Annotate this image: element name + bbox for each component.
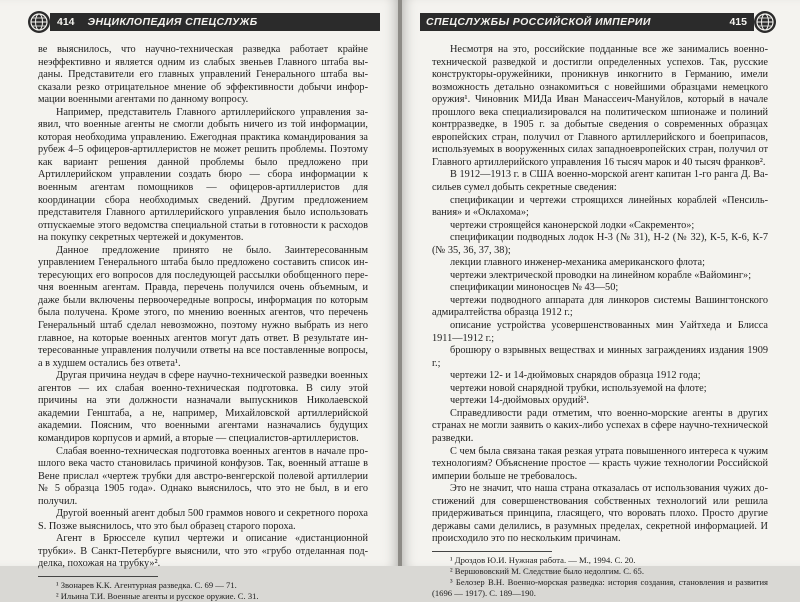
paragraph: Агент в Брюсселе купил чертежи и описание «дистанционной трубки». В Санкт-Петербурге выяснили, что это «грубо отделанная подделка, похожая на трубку»². xyxy=(38,533,368,570)
list-item: спецификации и чертежи строящихся линейных кораблей «Пенсильвания» и «Оклахома»; xyxy=(432,194,768,219)
paragraph: Это не значит, что наша страна отказалась от использования чужих достижений для совершенствования собственных технологий или решила придерживаться принципа, гласящего, что воровать плохо. Просто другие державы сами делились, в разумных пределах, секретной информацией. И происходило это по нескольким причинам. xyxy=(432,483,768,545)
left-running-title: ЭНЦИКЛОПЕДИЯ СПЕЦСЛУЖБ xyxy=(87,16,258,28)
footnote: ¹ Звонарев К.К. Агентурная разведка. С. 69 — 71. xyxy=(56,579,237,590)
paragraph: Несмотря на это, российские подданные все же занимались военнотехнической разведкой и достигли определенных успехов. Так, русские конструкторы-оружейники, проникнув инкогнито в Германию, имели возможность детально ознакомиться с новейшими образцами немецкого оружия¹. Чиновник МИДа Иван Манассеич-Мануйлов, который в начале прошлого века специализировался на политическом шпионаже и полиний контрразведке, в 1905 г. за добытые сведения о современных образцах европейских стран, получил от Главного артиллерийского и боеприпасов, используемых в вооруженных силах западноевропейских стран, получил от Главного артиллерийского управления 16 тысяч марок и 40 тысяч франков². xyxy=(432,44,768,168)
list-item: чертежи электрической проводки на линейном корабле «Вайоминг»; xyxy=(450,269,752,281)
list-item: чертежи подводного аппарата для линкоров системы Вашингтонского адмиралтейства образца 1912 г.; xyxy=(432,294,768,319)
list-item: спецификации миноносцев № 43—50; xyxy=(450,282,619,294)
footnote: ² Вершововский М. Следствие было недолгим. С. 65. xyxy=(450,565,644,576)
list-item: чертежи новой снарядной трубки, используемой на флоте; xyxy=(450,382,707,394)
paragraph: Справедливости ради отметим, что военно-морские агенты в других странах не могли заявить о каких-либо успехах в сфере научно-технической разведки. xyxy=(432,407,768,444)
right-page-body xyxy=(432,44,768,599)
paragraph: Другая причина неудач в сфере научно-технической разведки военных агентов — их слабая военно-техническая подготовка. В силу этой причины на эти должности назначали выпускников Николаевской академии Генштаба, а не, например, Михайловской артиллерийской академии. Поясним, что военными агентами назначались будущих командиров корпусов и армий, а вторые — специалистов-артиллеристов. xyxy=(38,370,368,444)
list-item: спецификации подводных лодок Н-3 (№ 31), Н-2 (№ 32), К-5, К-6, К-7 (№ 35, 36, 37, 38); xyxy=(432,232,768,256)
paragraph: Данное предложение принято не было. Заинтересованным управлением Генерального штаба было предложено составить список интересующих его вопросов для последующей рассылки обобщенного перечня военным агентам. Правда, перечень получился очень объемным, и даже были включены первоочередные вопросы, информация по которым была получена. Кроме этого, по мнению военных агентов, что перечень Генеральный штаб сделал невозможно, поэтому нужно выбрать из него главное, на которые военных агентов могут дать ответ. В результате интересованные управления получили ответы на все поставленные вопросы, а в худшем остались без ответа¹. xyxy=(38,244,368,369)
paragraph: Слабая военно-техническая подготовка военных агентов в начале прошлого века часто становилась причиной конфузов. Так, военный атташе в Вене прислал «чертеж трубки для австро-венгерской полевой артиллерии № 5 образца 1905 года». Однако выяснилось, что это не был, в и его получил. xyxy=(38,445,368,507)
list-item: чертежи строящейся канонерской лодки «Сакременто»; xyxy=(450,219,695,231)
right-page-number: 415 xyxy=(722,13,754,31)
left-page xyxy=(0,0,398,601)
list-item: описание устройства усовершенствованных мин Уайтхеда и Блисса 1911—1912 г.; xyxy=(432,320,768,344)
left-page-body xyxy=(38,44,368,602)
list-item: лекции главного инженер-механика американского флота; xyxy=(450,257,705,269)
paragraph: С чем была связана такая резкая утрата повышенного интереса к чужим технологиям? Объяснение простое — красть чужие технологии Российской империи больше не требовалось. xyxy=(432,445,768,482)
right-running-title: СПЕЦСЛУЖБЫ РОССИЙСКОЙ ИМПЕРИИ xyxy=(426,16,651,28)
globe-icon xyxy=(28,11,50,33)
footnote: ² Ильина Т.И. Военные агенты и русское оружие. С. 31. xyxy=(56,590,259,601)
left-page-number: 414 xyxy=(50,13,82,31)
globe-icon xyxy=(754,11,776,33)
list-item: чертежи 12- и 14-дюймовых снарядов образца 1912 года; xyxy=(450,370,701,382)
footnote-rule xyxy=(38,576,158,577)
right-page xyxy=(402,0,800,598)
footnote: ³ Белозер В.Н. Военно-морская разведка: история создания, становления и развития (1696 — 1917). С. 189—190. xyxy=(432,576,768,598)
paragraph: ве выяснилось, что научно-техническая разведка работает крайне неэффективно и является одним из слабых звеньев Главного штаба выданы. Представители его главных управлений Генерального штаба высказали резко отрицательное мнение об эффективности добычи информации военными агентами по данному вопросу. xyxy=(38,44,368,106)
paragraph: В 1912—1913 г. в США военно-морской агент капитан 1-го ранга Д. Васильев сумел добыть секретные сведения: xyxy=(432,169,768,194)
paragraph: Например, представитель Главного артиллерийского управления заявил, что военные агенты не смогли добыть ничего из той информации, которая необходима управлению. Ежегодная практика командирования за рубеж 4–5 офицеров-артиллеристов не может решить проблемы. Поэтому как вариант решения данной проблемы было предложено при Артиллерийском управлении создать бюро — сбора информации к военным агентам помощников — офицеров-артиллеристов для координации сбора необходимых сведений. Другим предложением представителя Главного артиллерийского управления было использовать отпускаемые этого ведомства специальной статьи в готовности к расходов на покупку секретных чертежей и документов. xyxy=(38,106,368,244)
right-running-head xyxy=(420,10,776,34)
footnote-rule xyxy=(432,551,552,552)
footnote: ¹ Дроздов Ю.И. Нужная работа. — М., 1994. С. 20. xyxy=(450,554,636,565)
left-running-head xyxy=(28,10,380,34)
paragraph: Другой военный агент добыл 500 граммов нового и секретного пороха S. Позже выяснилось, что это был образец старого пороха. xyxy=(38,508,368,532)
list-item: брошюру о взрывных веществах и минных заграждениях издания 1909 г.; xyxy=(432,345,768,369)
list-item: чертежи 14-дюймовых орудий³. xyxy=(450,395,589,407)
